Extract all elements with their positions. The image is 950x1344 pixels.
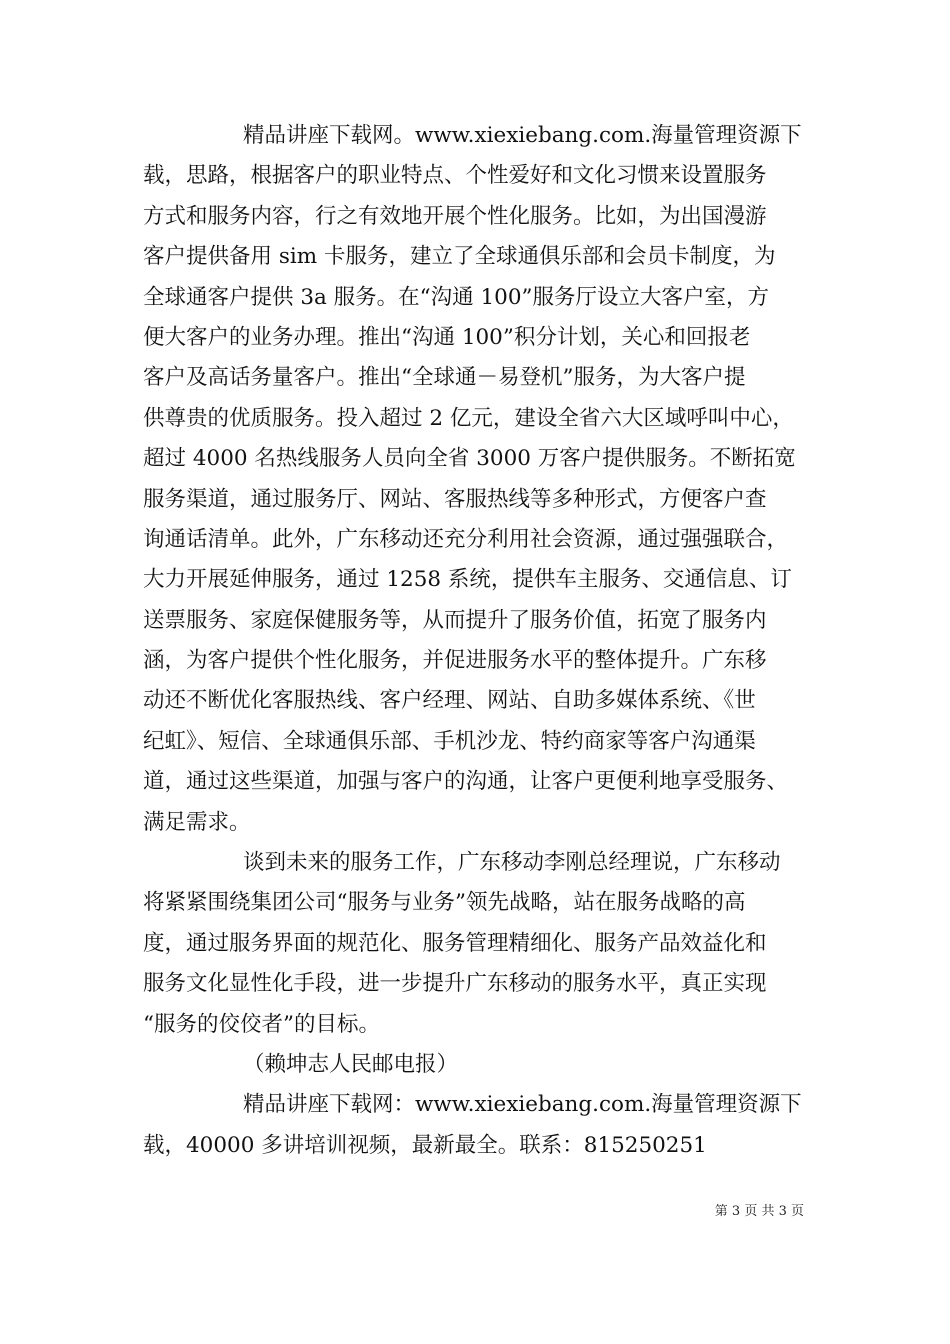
text-line: 全球通客户提供 3a 服务。在“沟通 100”服务厅设立大客户室，方: [143, 284, 770, 310]
text-line: 服务文化显性化手段，进一步提升广东移动的服务水平，真正实现: [143, 971, 767, 997]
document-body: [143, 116, 813, 1166]
text-line: 道，通过这些渠道，加强与客户的沟通，让客户更便利地享受服务、: [143, 769, 789, 795]
text-line: 大力开展延伸服务，通过 1258 系统，提供车主服务、交通信息、订: [143, 567, 792, 593]
text-line: 客户提供备用 sim 卡服务，建立了全球通俱乐部和会员卡制度，为: [143, 244, 776, 270]
text-line: 度，通过服务界面的规范化、服务管理精细化、服务产品效益化和: [143, 930, 767, 956]
text-line: 方式和服务内容，行之有效地开展个性化服务。比如，为出国漫游: [143, 203, 767, 229]
text-line: 供尊贵的优质服务。投入超过 2 亿元，建设全省六大区域呼叫中心，: [143, 405, 794, 431]
text-line: 客户及高话务量客户。推出“全球通－易登机”服务，为大客户提: [143, 365, 746, 391]
text-line: 将紧紧围绕集团公司“服务与业务”领先战略，站在服务战略的高: [143, 890, 746, 916]
text-line: 精品讲座下载网。www.xiexiebang.com.海量管理资源下: [243, 123, 802, 148]
text-line: 载，40000 多讲培训视频，最新最全。联系：815250251: [143, 1132, 707, 1158]
text-line: 满足需求。: [143, 809, 251, 835]
text-line: 询通话清单。此外，广东移动还充分利用社会资源，通过强强联合，: [143, 526, 789, 552]
text-line: 谈到未来的服务工作，广东移动李刚总经理说，广东移动: [243, 850, 781, 876]
text-line: 动还不断优化客服热线、客户经理、网站、自助多媒体系统、《世: [143, 688, 756, 714]
text-line: 涵，为客户提供个性化服务，并促进服务水平的整体提升。广东移: [143, 648, 767, 674]
text-line: 送票服务、家庭保健服务等，从而提升了服务价值，拓宽了服务内: [143, 607, 767, 633]
text-line: 纪虹》、短信、全球通俱乐部、手机沙龙、特约商家等客户沟通渠: [143, 728, 756, 754]
text-line: “服务的佼佼者”的目标。: [143, 1011, 380, 1037]
text-line: 精品讲座下载网：www.xiexiebang.com.海量管理资源下: [243, 1092, 802, 1118]
source-line: （赖坤志人民邮电报）: [243, 1051, 459, 1077]
text-line: 服务渠道，通过服务厅、网站、客服热线等多种形式，方便客户查: [143, 486, 767, 512]
text-line: 便大客户的业务办理。推出“沟通 100”积分计划，关心和回报老: [143, 324, 751, 350]
text-line: 超过 4000 名热线服务人员向全省 3000 万客户提供服务。不断拓宽: [143, 446, 796, 472]
page-number: 第 3 页 共 3 页: [714, 1204, 804, 1219]
text-line: 载，思路，根据客户的职业特点、个性爱好和文化习惯来设置服务: [143, 163, 767, 189]
